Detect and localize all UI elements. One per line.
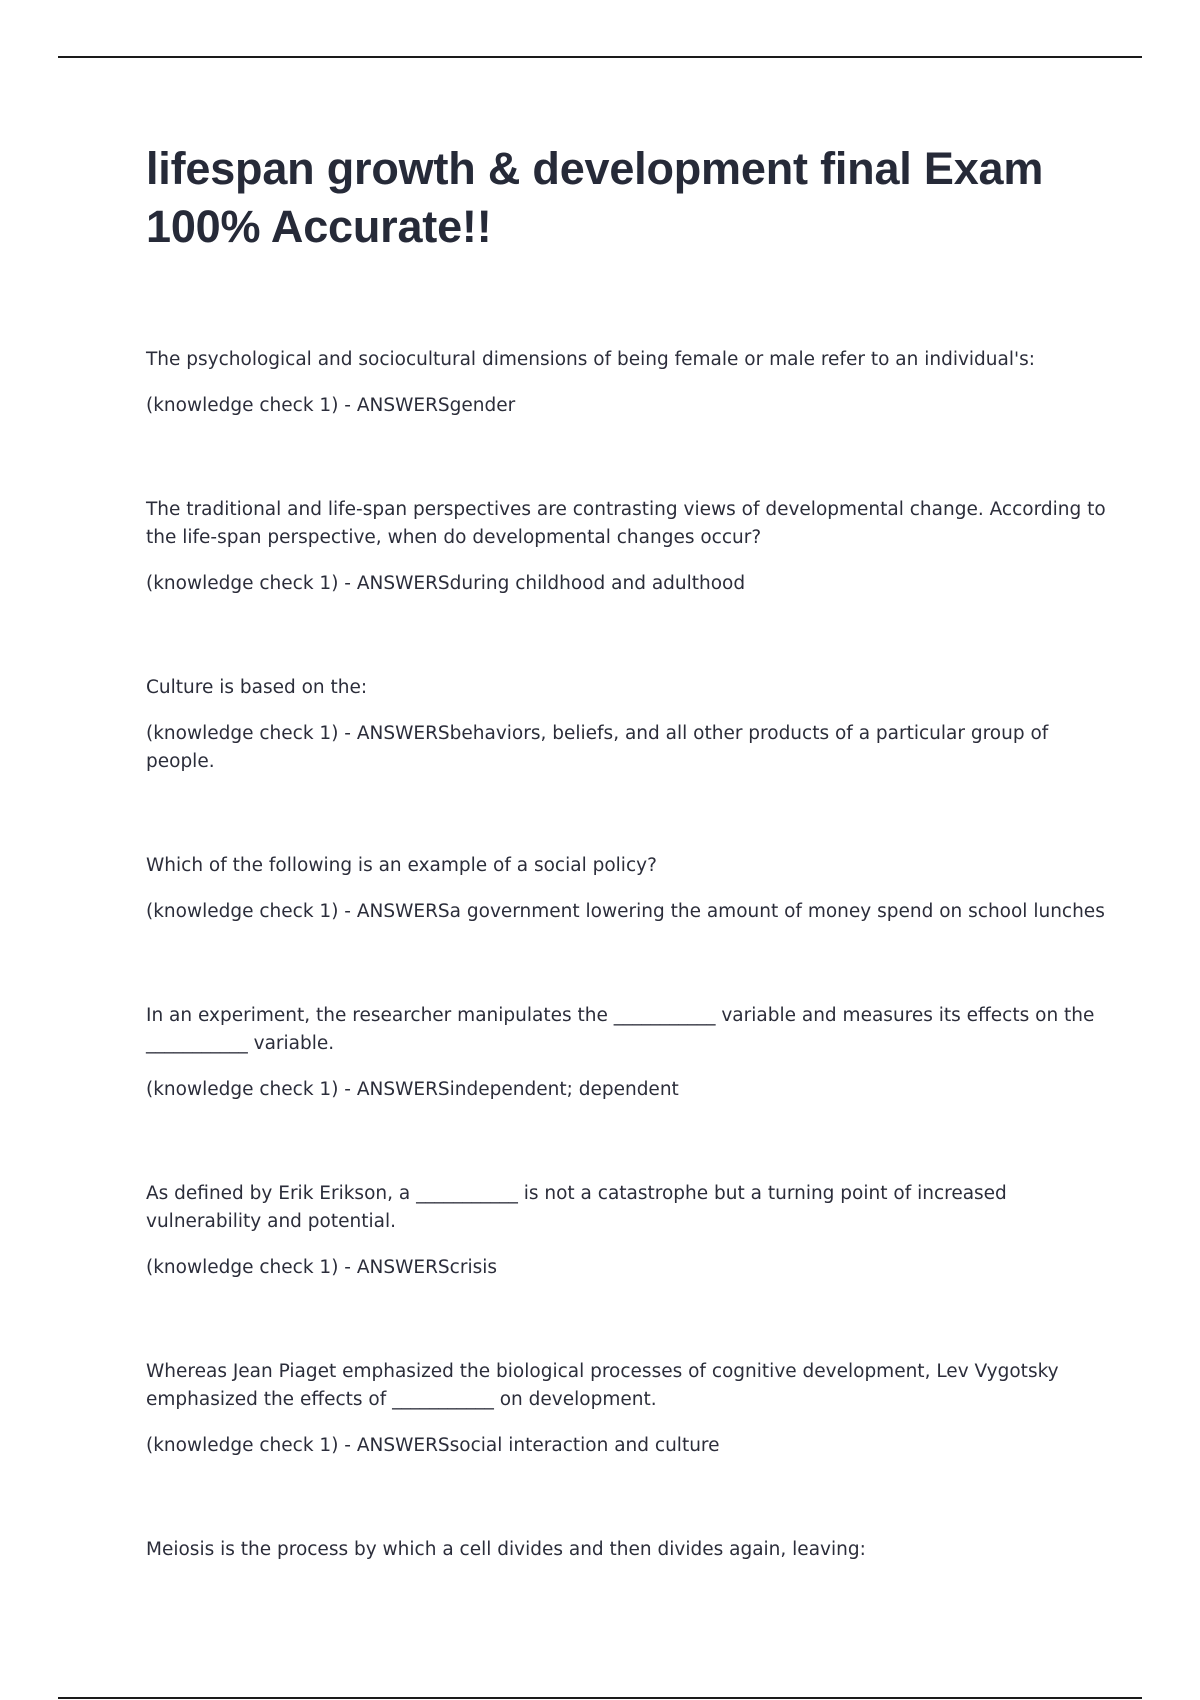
- qa-item: [146, 1002, 1106, 1104]
- answer-text: (knowledge check 1) - ANSWERSgender: [146, 395, 516, 416]
- answer-text: (knowledge check 1) - ANSWERSbehaviors, beliefs, and all other products of a particular group of people.: [146, 723, 1049, 772]
- qa-item: [146, 1536, 1106, 1564]
- answer-text: (knowledge check 1) - ANSWERSindependent; dependent: [146, 1079, 679, 1100]
- answer-text: (knowledge check 1) - ANSWERScrisis: [146, 1257, 497, 1278]
- qa-item: [146, 674, 1106, 776]
- answer-text: (knowledge check 1) - ANSWERSduring childhood and adulthood: [146, 573, 746, 594]
- question-text: The traditional and life-span perspectives are contrasting views of developmental change. According to the life-span perspective, when do developmental changes occur?: [146, 499, 1106, 548]
- qa-item: [146, 1180, 1106, 1282]
- bottom-rule: [58, 1697, 1142, 1699]
- qa-item: [146, 1358, 1106, 1460]
- question-text: In an experiment, the researcher manipulates the ___________ variable and measures its effects on the ___________ variable.: [146, 1005, 1095, 1054]
- question-text: Meiosis is the process by which a cell divides and then divides again, leaving:: [146, 1539, 866, 1560]
- question-text: Which of the following is an example of a social policy?: [146, 855, 657, 876]
- qa-list: [146, 346, 1106, 1564]
- answer-text: (knowledge check 1) - ANSWERSa government lowering the amount of money spend on school lunches: [146, 901, 1105, 922]
- question-text: Culture is based on the:: [146, 677, 368, 698]
- document-page: [146, 140, 1106, 1640]
- question-text: The psychological and sociocultural dimensions of being female or male refer to an individual's:: [146, 349, 1035, 370]
- qa-item: [146, 496, 1106, 598]
- question-text: Whereas Jean Piaget emphasized the biological processes of cognitive development, Lev Vygotsky emphasized the effects of ___________ on development.: [146, 1361, 1059, 1410]
- qa-item: [146, 346, 1106, 420]
- document-title: lifespan growth & development final Exam 100% Accurate!!: [146, 143, 1044, 252]
- answer-text: (knowledge check 1) - ANSWERSsocial interaction and culture: [146, 1435, 720, 1456]
- question-text: As defined by Erik Erikson, a ___________ is not a catastrophe but a turning point of increased vulnerability and potential.: [146, 1183, 1007, 1232]
- top-rule: [58, 56, 1142, 58]
- qa-item: [146, 852, 1106, 926]
